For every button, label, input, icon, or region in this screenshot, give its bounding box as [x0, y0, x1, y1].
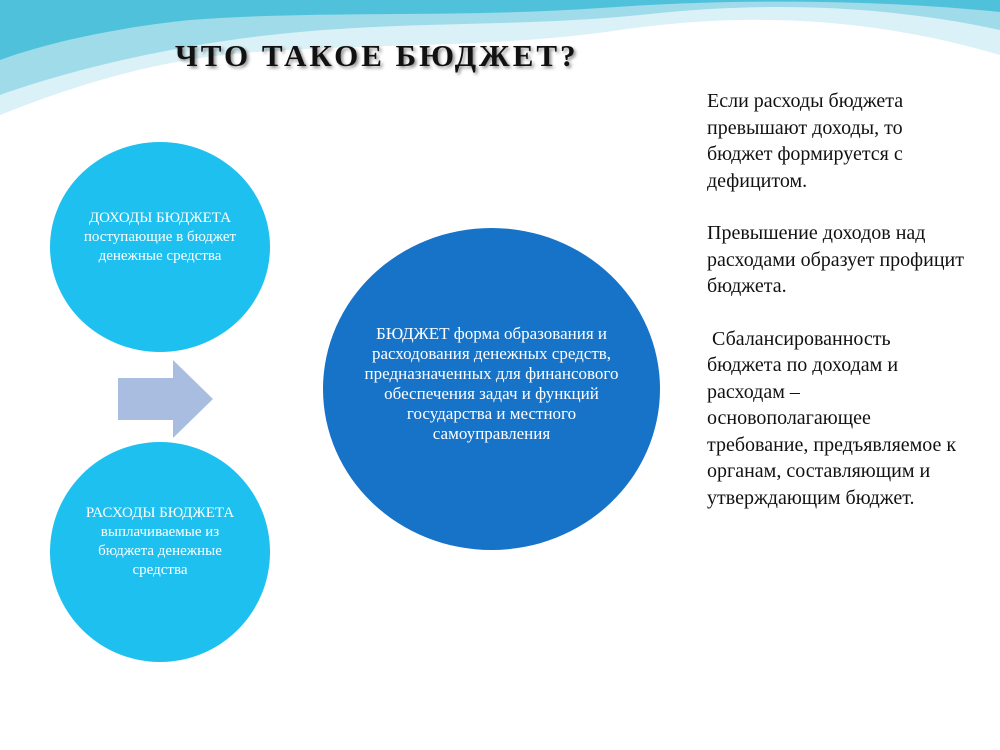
- budget-circle: [323, 228, 660, 550]
- income-circle: [50, 142, 270, 352]
- budget-heading: БЮДЖЕТ: [375, 324, 450, 343]
- balance-note: Сбалансированность бюджета по доходам и расходам – основополагающее требование, предъявляемое к органам, составляющим и утверждающим бюджет.: [707, 327, 962, 509]
- expense-circle: [50, 442, 270, 662]
- page-title: ЧТО ТАКОЕ БЮДЖЕТ?: [175, 38, 579, 73]
- expense-text: выплачиваемые из бюджета денежные средства: [98, 524, 222, 578]
- surplus-note: Превышение доходов над расходами образует профицит бюджета.: [707, 222, 964, 297]
- deficit-note: Если расходы бюджета превышают доходы, то бюджет формируется с дефицитом.: [707, 90, 904, 192]
- expense-heading: РАСХОДЫ БЮДЖЕТА: [85, 505, 235, 521]
- side-notes: [707, 88, 967, 537]
- income-text: поступающие в бюджет денежные средства: [83, 228, 237, 264]
- income-heading: ДОХОДЫ БЮДЖЕТА: [88, 209, 232, 226]
- right-arrow-icon: [118, 360, 213, 438]
- budget-text: форма образования и расходования денежных средств, предназначенных для финансового обеспечения задач и функций государства и местного самоуправления: [364, 324, 619, 443]
